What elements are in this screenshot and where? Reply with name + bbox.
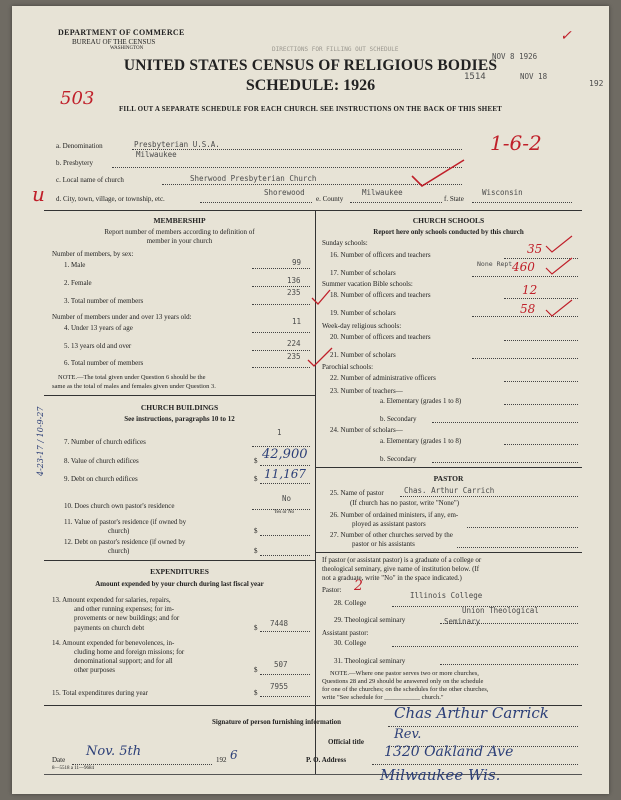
q23-label: 23. Number of teachers— xyxy=(330,387,403,395)
date-label: Date xyxy=(52,756,66,764)
pastor-subheading: Pastor: xyxy=(322,586,342,594)
q15-amount: 7955 xyxy=(270,682,289,691)
q23b-label: b. Secondary xyxy=(380,415,417,423)
local-church-name-label: c. Local name of church xyxy=(56,176,124,184)
q13-line-4: payments on church debt xyxy=(74,624,145,632)
q14-line-2: cluding home and foreign missions; for xyxy=(74,648,185,656)
q14-line-1: 14. Amount expended for benevolences, in- xyxy=(52,639,175,647)
year-printed: 192 xyxy=(216,756,227,764)
schools-check-marks xyxy=(542,232,582,328)
graduate-instruction-2: theological seminary, give name of institution below. (If xyxy=(322,565,480,573)
q7-edifices-label: 7. Number of church edifices xyxy=(64,438,146,446)
q1-male-value: 99 xyxy=(292,258,302,267)
q25-hint: (If church has no pastor, write "None") xyxy=(350,499,460,507)
q10-residence-label: 10. Does church own pastor's residence xyxy=(64,502,175,510)
q12-church-label: church) xyxy=(108,547,130,555)
expenditures-intro: Amount expended by your church during last fiscal year xyxy=(95,580,264,588)
q25-pastor-name: Chas. Arthur Carrich xyxy=(404,486,495,495)
membership-heading: MEMBERSHIP xyxy=(153,216,206,225)
q31-label: 31. Theological seminary xyxy=(334,657,406,665)
q13-amount: 7448 xyxy=(270,619,289,628)
bureau-name: BUREAU OF THE CENSUS xyxy=(72,38,156,46)
city-label: d. City, town, village, or township, etc. xyxy=(56,195,165,203)
q26-line-1: 26. Number of ordained ministers, if any, em- xyxy=(330,511,459,519)
vacation-schools-label: Summer vacation Bible schools: xyxy=(322,280,413,288)
membership-intro-2: member in your church xyxy=(146,237,213,245)
schools-intro: Report here only schools conducted by this church xyxy=(373,228,524,236)
q15-dollar-sign: $ xyxy=(254,689,258,697)
q13-line-1: 13. Amount expended for salaries, repairs, xyxy=(52,596,171,604)
q17-label: 17. Number of scholars xyxy=(330,269,396,277)
received-stamp-date: NOV 8 1926 xyxy=(492,52,538,61)
expenditures-heading: EXPENDITURES xyxy=(150,567,209,576)
pastor-red-mark: 2 xyxy=(354,578,363,594)
po-address-label: P. O. Address xyxy=(306,756,347,764)
corner-check-mark: ✓ xyxy=(560,28,572,44)
county-label: e. County xyxy=(316,195,344,203)
q18-value: 12 xyxy=(522,283,538,297)
q6-total-value: 235 xyxy=(287,352,301,361)
date-value: Nov. 5th xyxy=(86,744,142,759)
denomination-label: a. Denomination xyxy=(56,142,103,150)
q13-line-3: provements or new buildings; and for xyxy=(74,614,180,622)
q10-residence-value: No xyxy=(282,494,292,503)
q29-label: 29. Theological seminary xyxy=(334,616,406,624)
q9-debt-amount: 11,167 xyxy=(264,467,306,481)
schedule-title: SCHEDULE: 1926 xyxy=(245,77,376,94)
q3-total-value: 235 xyxy=(287,288,301,297)
graduate-instruction-3: not a graduate, write "No" in the space indicated.) xyxy=(322,574,462,582)
local-church-name-value: Sherwood Presbyterian Church xyxy=(190,174,317,183)
weekday-schools-label: Week-day religious schools: xyxy=(322,322,402,330)
parochial-schools-label: Parochial schools: xyxy=(322,363,374,371)
q26-line-2: ployed as assistant pastors xyxy=(352,520,426,528)
pastor-note-3: for one of the churches; on the schedules for the other churches, xyxy=(322,686,489,693)
q5-13-and-over-label: 5. 13 years old and over xyxy=(64,342,132,350)
q17-value: 460 xyxy=(512,260,535,274)
second-stamp-date: NOV 18 xyxy=(520,72,548,81)
q11-dollar-sign: $ xyxy=(254,527,258,535)
q2-female-label: 2. Female xyxy=(64,279,92,287)
margin-mark: u xyxy=(32,182,45,206)
presbytery-value: Milwaukee xyxy=(136,150,177,159)
schedule-number: 503 xyxy=(60,88,95,109)
q20-label: 20. Number of officers and teachers xyxy=(330,333,431,341)
buildings-instructions: See instructions, paragraphs 10 to 12 xyxy=(124,415,235,423)
q17-typed-note: None Rept xyxy=(477,260,513,268)
q12-residence-debt-label: 12. Debt on pastor's residence (if owned by xyxy=(64,538,186,546)
presbytery-label: b. Presbytery xyxy=(56,159,93,167)
signature-value: Chas Arthur Carrick xyxy=(394,704,549,722)
po-address-line-1: 1320 Oakland Ave xyxy=(384,744,514,760)
q8-dollar-sign: $ xyxy=(254,457,258,465)
q14-dollar-sign: $ xyxy=(254,666,258,674)
assistant-pastor-subheading: Assistant pastor: xyxy=(322,629,369,637)
q29-seminary-value-2: Seminary xyxy=(444,617,481,626)
q4-under-13-value: 11 xyxy=(292,317,302,326)
official-title-value: Rev. xyxy=(394,727,422,742)
graduate-instruction-1: If pastor (or assistant pastor) is a graduate of a college or xyxy=(322,556,482,564)
q11-church-label: church) xyxy=(108,527,130,535)
q14-line-3: denominational support; and for all xyxy=(74,657,173,665)
instructions-line: FILL OUT A SEPARATE SCHEDULE FOR EACH CHURCH. SEE INSTRUCTIONS ON THE BACK OF THIS SHEET xyxy=(118,105,503,113)
q15-total-label: 15. Total expenditures during year xyxy=(52,689,148,697)
q30-label: 30. College xyxy=(334,639,367,647)
membership-intro-1: Report number of members according to definition of xyxy=(104,228,255,236)
official-title-label: Official title xyxy=(328,738,364,746)
q24a-label: a. Elementary (grades 1 to 8) xyxy=(380,437,462,445)
q25-label: 25. Name of pastor xyxy=(330,489,384,497)
form-number: 8—5518 a 11—9684 xyxy=(52,766,95,771)
pastor-note-2: Questions 28 and 29 should be answered only on the schedule xyxy=(322,678,484,685)
church-schools-heading: CHURCH SCHOOLS xyxy=(412,216,485,225)
q16-value: 35 xyxy=(527,242,543,256)
q22-label: 22. Number of administrative officers xyxy=(330,374,436,382)
q14-amount: 507 xyxy=(274,660,288,669)
q27-line-2: pastor or his assistants xyxy=(352,540,415,548)
pastor-note-4: write "See schedule for ___________ church." xyxy=(322,694,444,701)
classification-code: 1-6-2 xyxy=(490,131,542,155)
q24-label: 24. Number of scholars— xyxy=(330,426,403,434)
census-schedule-page xyxy=(12,6,609,794)
q6-total-label: 6. Total number of members xyxy=(64,359,144,367)
q5-13-and-over-value: 224 xyxy=(287,339,301,348)
q2-female-value: 136 xyxy=(287,276,301,285)
q19-label: 19. Number of scholars xyxy=(330,309,396,317)
q3-total-label: 3. Total number of members xyxy=(64,297,144,305)
q23a-label: a. Elementary (grades 1 to 8) xyxy=(380,397,462,405)
q12-dollar-sign: $ xyxy=(254,547,258,555)
yes-or-no-hint: Yes or No xyxy=(274,510,295,515)
bureau-city: WASHINGTON xyxy=(110,46,144,51)
q13-dollar-sign: $ xyxy=(254,624,258,632)
q18-label: 18. Number of officers and teachers xyxy=(330,291,431,299)
pastor-heading: PASTOR xyxy=(433,474,464,483)
po-address-line-2: Milwaukee Wis. xyxy=(380,766,501,784)
form-title: UNITED STATES CENSUS OF RELIGIOUS BODIES xyxy=(123,57,498,74)
year-written: 6 xyxy=(230,748,238,762)
membership-note-1: NOTE.—The total given under Question 6 should be the xyxy=(58,374,206,381)
department-name: DEPARTMENT OF COMMERCE xyxy=(58,28,185,37)
q14-line-4: other purposes xyxy=(74,666,116,674)
q16-label: 16. Number of officers and teachers xyxy=(330,251,431,259)
church-buildings-heading: CHURCH BUILDINGS xyxy=(140,403,219,412)
stamp-number: 1514 xyxy=(464,72,486,82)
q8-value-label: 8. Value of church edifices xyxy=(64,457,139,465)
q27-line-1: 27. Number of other churches served by the xyxy=(330,531,453,539)
q19-value: 58 xyxy=(520,302,536,316)
members-by-age-label: Number of members under and over 13 years old: xyxy=(52,313,192,321)
q9-debt-label: 9. Debt on church edifices xyxy=(64,475,138,483)
denomination-value: Presbyterian U.S.A. xyxy=(134,140,220,149)
q21-label: 21. Number of scholars xyxy=(330,351,396,359)
membership-note-2: same as the total of males and females given under Question 3. xyxy=(52,383,216,390)
red-check-mark xyxy=(408,156,468,192)
signature-label: Signature of person furnishing information xyxy=(212,718,341,726)
q1-male-label: 1. Male xyxy=(64,261,86,269)
faint-heading: DIRECTIONS FOR FILLING OUT SCHEDULE xyxy=(272,46,399,53)
q8-value-amount: 42,900 xyxy=(262,447,308,462)
margin-date-note: 4-23-17 / 10-9-27 xyxy=(36,406,45,476)
q13-line-2: and other running expenses; for im- xyxy=(74,605,175,613)
county-value: Milwaukee xyxy=(362,188,403,197)
state-value: Wisconsin xyxy=(482,188,523,197)
q7-edifices-value: 1 xyxy=(277,428,282,437)
q24b-label: b. Secondary xyxy=(380,455,417,463)
members-by-sex-label: Number of members, by sex: xyxy=(52,250,134,258)
pastor-note-1: NOTE.—Where one pastor serves two or more churches, xyxy=(330,670,479,677)
q28-college-value: Illinois College xyxy=(410,591,483,600)
city-value: Shorewood xyxy=(264,188,305,197)
q4-under-13-label: 4. Under 13 years of age xyxy=(64,324,133,332)
sunday-schools-label: Sunday schools: xyxy=(322,239,368,247)
state-label: f. State xyxy=(444,195,464,203)
corner-mark: 192 xyxy=(589,79,604,88)
q9-dollar-sign: $ xyxy=(254,475,258,483)
q28-label: 28. College xyxy=(334,599,367,607)
q11-residence-value-label: 11. Value of pastor's residence (if owned by xyxy=(64,518,187,526)
q29-seminary-value: Union Theological xyxy=(462,606,539,615)
